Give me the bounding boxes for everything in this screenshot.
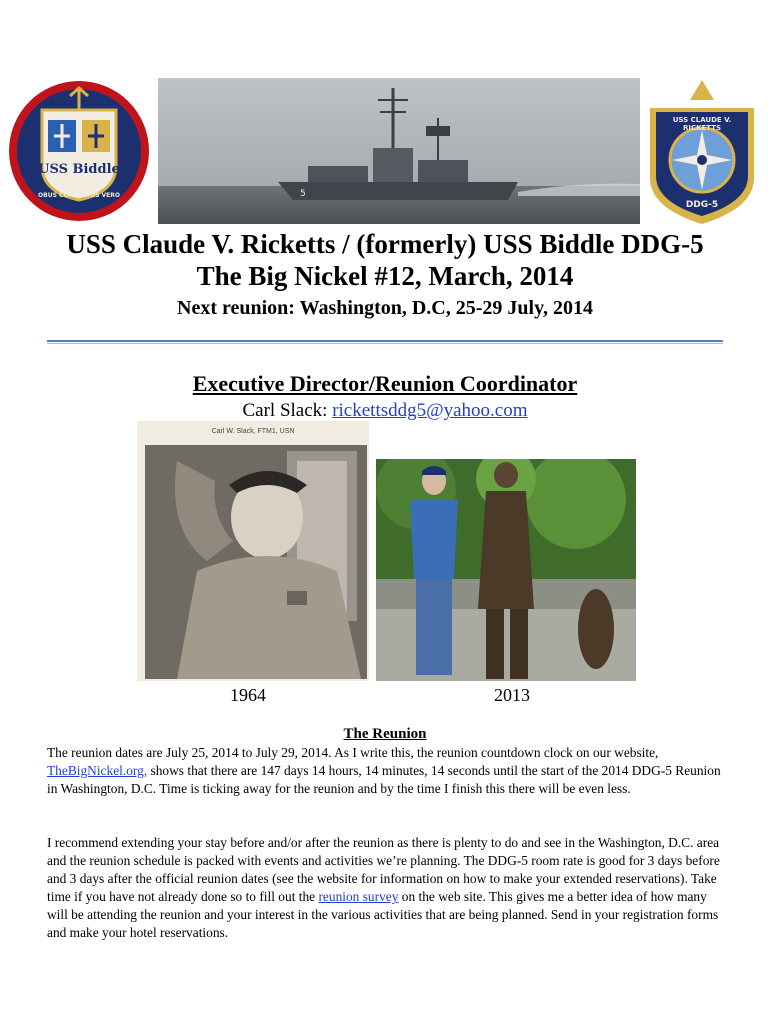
divider-shadow bbox=[47, 343, 723, 344]
reunion-survey-link[interactable]: reunion survey bbox=[318, 889, 399, 904]
director-heading: Executive Director/Reunion Coordinator bbox=[192, 371, 578, 396]
paragraph-text: shows that there are 147 days 14 hours, 14 minutes, 14 seconds until the start of the 2014 DDG-5 Reunion in Washington, D.C. Time is ticking away for the reunion and by the time I finish this there will be even less. bbox=[47, 763, 721, 796]
director-contact bbox=[0, 399, 770, 423]
year-label-1964: 1964 bbox=[230, 685, 266, 705]
photo-caption: Carl W. Slack, FTM1, USN bbox=[211, 428, 295, 435]
hull-number: 5 bbox=[300, 189, 306, 199]
uss-biddle-crest-icon bbox=[8, 80, 150, 222]
photo-1964 bbox=[137, 421, 369, 681]
crest-left-text: USS Biddle bbox=[38, 162, 120, 177]
paragraph-text: The reunion dates are July 25, 2014 to July 29, 2014. As I write this, the reunion countdown clock on our website, bbox=[47, 745, 659, 760]
crest-left-motto: OBUS CONFECTUS VERO bbox=[38, 192, 120, 199]
director-email-link[interactable]: rickettsddg5@yahoo.com bbox=[332, 400, 528, 421]
paragraph-text: on the web site. This gives me a better idea of how many will be attending the reunion and your interest in the various activities that are being planned. Send in your registration forms and make your hotel reservations. bbox=[47, 889, 719, 940]
director-name: Carl Slack: bbox=[242, 400, 333, 421]
reunion-paragraph-1 bbox=[47, 744, 727, 798]
reunion-paragraph-2 bbox=[47, 834, 727, 942]
website-link[interactable]: TheBigNickel.org, bbox=[47, 763, 148, 778]
page-subtitle: The Big Nickel #12, March, 2014 bbox=[196, 261, 574, 291]
page-title: USS Claude V. Ricketts / (formerly) USS Biddle DDG-5 bbox=[66, 229, 704, 259]
photo-2013 bbox=[376, 459, 636, 681]
crest-right-hull: DDG-5 bbox=[685, 200, 719, 210]
paragraph-text: I recommend extending your stay before and/or after the reunion as there is plenty to do and see in the Washington, D.C. area and the reunion schedule is packed with events and activities we’re planning. The DDG-5 room rate is good for 3 days before and 3 days after the official reunion dates (see the website for information on how to make your extended reservations). Take time if you have not already done so to fill out the bbox=[47, 835, 720, 904]
uss-claude-v-ricketts-crest-icon bbox=[640, 78, 764, 226]
crest-right-text: USS CLAUDE V. RICKETTS bbox=[672, 116, 732, 132]
next-reunion-line: Next reunion: Washington, D.C, 25-29 July, 2014 bbox=[177, 297, 593, 319]
ship-photo bbox=[158, 78, 640, 224]
section-heading: The Reunion bbox=[343, 726, 427, 742]
divider bbox=[47, 340, 723, 342]
year-label-2013: 2013 bbox=[494, 685, 530, 705]
